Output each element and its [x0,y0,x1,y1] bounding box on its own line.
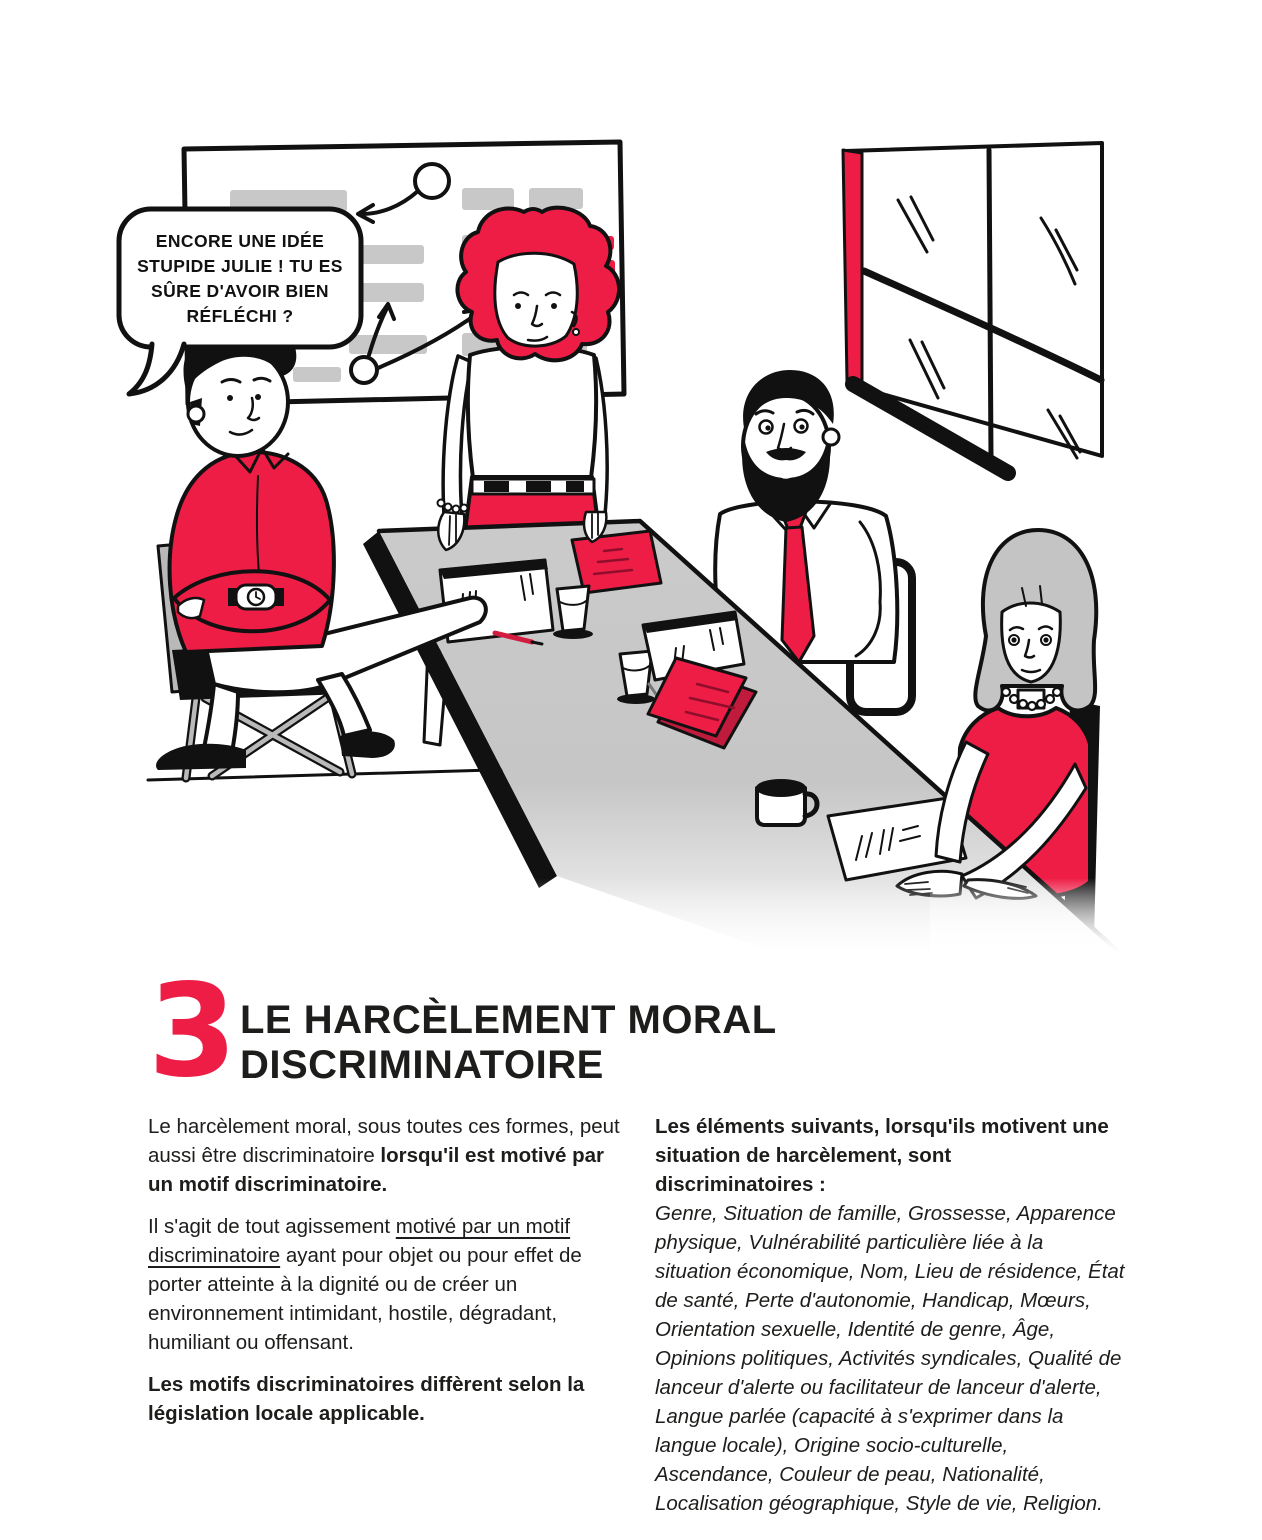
section-number: 3 [148,957,238,1106]
shoe-right [340,731,395,758]
speech-bubble-line4: RÉFLÉCHI ? [186,306,294,326]
speech-bubble-line3: SÛRE D'AVOIR BIEN [151,281,329,301]
julie-tshirt [468,347,596,478]
window-red-jamb [843,150,862,388]
whiteboard-circle-top [415,164,449,198]
paragraph-legislation: Les motifs discriminatoires diffèrent selon la législation locale applicable. [148,1373,585,1425]
red-document-top [572,531,661,593]
underlined-phrase: motivé par un motif discriminatoire [148,1215,571,1267]
criteria-list: Genre, Situation de famille, Grossesse, Apparence physique, Vulnérabilité particulière liée à la situation économique, Nom, Lieu de résidence, État de santé, Perte d'autonomie, Handicap, Mœurs, Orientation sexuelle, Identité de genre, Âge, Opinions politiques, Activités syndicales, Qualité de lanceur d'alerte ou facilitateur de lanceur d'alerte, Langue parlée (capacité à s'exprimer dans la langue locale), Origine socio-culturelle, Ascendance, Couleur de peau, Nationalité, Localisation géographique, Style de vie, Religion. [655,1202,1125,1515]
seated-man-ear [188,406,204,422]
illustration-fade [300,878,1262,960]
section-title-line1: LE HARCÈLEMENT MORAL [240,998,777,1042]
speech-bubble-line1: ENCORE UNE IDÉE [155,231,325,251]
window [843,143,1102,473]
paragraph-intro: Le harcèlement moral, sous toutes ces formes, peut aussi être discriminatoire lorsqu'il est motivé par un motif discriminatoire. [148,1115,620,1196]
bearded-man-ear [823,429,839,445]
speech-bubble-line2: STUPIDE JULIE ! TU ES [137,256,343,276]
section-title [240,998,777,1088]
water-glass-2 [620,651,652,696]
paragraph-definition: Il s'agit de tout agissement motivé par un motif discriminatoire ayant pour objet ou pour effet de porter atteinte à la dignité ou de créer un environnement intimidant, hostile, dégradant, humiliant ou offensant. [148,1215,582,1354]
left-column [148,1112,634,1428]
julie-face [495,253,577,346]
section-title-line2: DISCRIMINATOIRE [240,1043,604,1087]
right-column [655,1112,1125,1518]
section-heading [148,957,777,1106]
shoe-left [156,744,246,770]
julie-earring [573,329,579,335]
speech-bubble-tail [129,344,184,394]
water-glass-1 [557,586,589,631]
whiteboard-circle-bottom [351,357,377,383]
paragraph-criteria-intro: Les éléments suivants, lorsqu'ils motivent une situation de harcèlement, sont discriminatoires : [655,1115,1109,1196]
